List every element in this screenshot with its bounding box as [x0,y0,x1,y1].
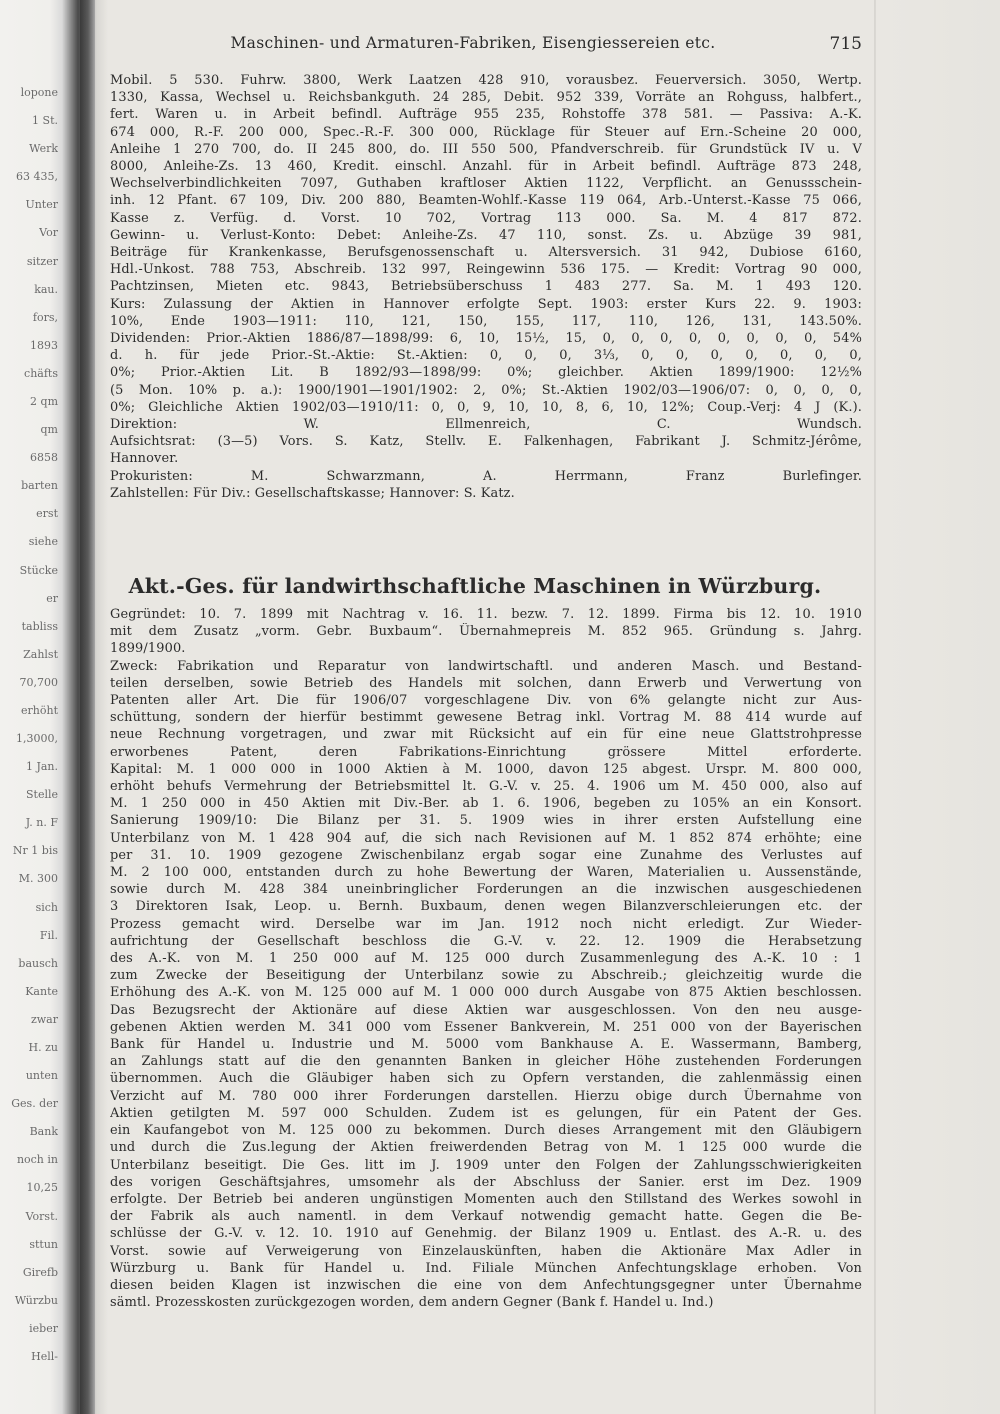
margin-fragment: 6858 [30,451,58,465]
text-line: sämtl. Prozesskosten zurückgezogen worden, dem andern Gegner (Bank f. Handel u. Ind.) [110,1295,714,1311]
margin-fragment: er [46,591,58,605]
margin-fragment: Nr 1 bis [12,844,58,858]
margin-fragment: Würzbu [14,1293,58,1307]
running-head: Maschinen- und Armaturen-Fabriken, Eisengiessereien etc. [230,34,716,52]
text-line: des vorigen Geschäftsjahres, umsomehr als der Abschluss der Sanier. erst im Dez. 1909 [110,1174,862,1190]
text-line: (5 Mon. 10% p. a.): 1900/1901—1901/1902: 2, 0%; St.-Aktien 1902/03—1906/07: 0, 0, 0, 0, [110,382,862,398]
text-line: per 31. 10. 1909 gezogene Zwischenbilanz ergab sogar eine Zunahme des Verlustes auf [110,847,862,863]
text-line: M. 2 100 000, entstanden durch zu hohe Bewertung der Waren, Materialien u. Aussenstände, [110,865,862,881]
text-line: Das Bezugsrecht der Aktionäre auf diese Aktien war ausgeschlossen. Von den neu ausge- [110,1002,862,1018]
company-report-continued [110,72,862,502]
text-line: 8000, Anleihe-Zs. 13 460, Kredit. einschl. Anzahl. für in Arbeit befindl. Aufträge 873 248, [110,159,862,175]
text-line: zum Zwecke der Beseitigung der Unterbilanz sowie zu Abschreib.; gleichzeitig wurde die [110,968,862,984]
text-line: Kasse z. Verfüg. d. Vorst. 10 702, Vortrag 113 000. Sa. M. 4 817 872. [110,210,862,226]
text-line: Beiträge für Krankenkasse, Berufsgenossenschaft u. Altersversich. 31 942, Dubiose 6160, [110,245,862,261]
text-line: 1330, Kassa, Wechsel u. Reichsbankguth. 24 285, Debit. 952 339, Vorräte an Rohguss, halbfert., [110,90,862,106]
text-line: Vorst. sowie auf Verweigerung von Einzelauskünften, haben die Aktionäre Max Adler in [110,1243,862,1259]
margin-fragment: 1 St. [32,114,58,128]
text-line: Zweck: Fabrikation und Reparatur von landwirtschaftl. und anderen Masch. und Bestand- [110,658,862,674]
text-line: Prozess gemacht wird. Derselbe war im Jan. 1912 noch nicht erledigt. Zur Wieder- [110,916,862,932]
margin-fragment: bausch [18,956,58,970]
margin-fragment: Vor [39,226,58,240]
margin-fragment: zwar [30,1012,58,1026]
margin-fragment: Stelle [25,788,58,802]
margin-fragment: Vorst. [25,1209,58,1223]
text-line: 3 Direktoren Isak, Leop. u. Bernh. Buxbaum, denen wegen Bilanzverschleierungen etc. der [110,899,862,915]
text-line: Hannover. [110,451,179,467]
text-line: 10%, Ende 1903—1911: 110, 121, 150, 155, 117, 110, 126, 131, 143.50%. [110,313,862,329]
text-line: Direktion: W. Ellmenreich, C. Wundsch. [110,417,862,433]
text-line: d. h. für jede Prior.-St.-Aktie: St.-Aktien: 0, 0, 0, 3⅓, 0, 0, 0, 0, 0, 0, 0, [110,348,862,364]
text-line: Unterbilanz von M. 1 428 904 auf, die sich nach Revisionen auf M. 1 852 874 erhöhte; eine [110,830,862,846]
text-line: Pachtzinsen, Mieten etc. 9843, Betriebsüberschuss 1 483 277. Sa. M. 1 493 120. [110,279,862,295]
text-line: übernommen. Auch die Gläubiger haben sich zu Opfern verstanden, die zahlenmässig einen [110,1071,862,1087]
text-line: Prokuristen: M. Schwarzmann, A. Herrmann, Franz Burlefinger. [110,468,862,484]
text-line: an Zahlungs statt auf die den genannten Banken in gleicher Höhe zustehenden Forderungen [110,1054,862,1070]
text-line: Bank für Handel u. Industrie und M. 5000 vom Bankhause A. E. Wassermann, Bamberg, [110,1037,862,1053]
text-line: Kapital: M. 1 000 000 in 1000 Aktien à M. 1000, davon 125 abgest. Urspr. M. 800 000, [110,761,862,777]
text-line: Würzburg u. Bank für Handel u. Ind. Filiale München Anfechtungsklage erhoben. Von [110,1260,862,1276]
margin-fragment: Unter [25,198,58,212]
margin-fragment: 63 435, [16,170,58,184]
text-line: Anleihe 1 270 700, do. II 245 800, do. III 550 500, Pfandverschreib. für Grundstück IV u. V [110,141,862,157]
margin-fragment: qm [40,423,58,437]
text-line: inh. 12 Pfant. 67 109, Div. 200 880, Beamten-Wohlf.-Kasse 119 064, Arb.-Unterst.-Kasse 75 066, [110,193,862,209]
text-line: Zahlstellen: Für Div.: Gesellschaftskasse; Hannover: S. Katz. [110,485,515,501]
text-line: schlüsse der G.-V. v. 12. 10. 1910 auf Genehmig. der Bilanz 1909 u. Entlast. des A.-R. u. des [110,1226,862,1242]
margin-fragment: erhöht [21,703,58,717]
margin-fragment: sttun [29,1237,58,1251]
margin-fragment: erst [36,507,58,521]
text-line: Patenten aller Art. Die für 1906/07 vorgeschlagene Div. von 6% gelangte nicht zur Aus- [110,693,862,709]
margin-fragment: Fil. [39,928,58,942]
text-line: erhöht behufs Vermehrung der Betriebsmittel lt. G.-V. v. 25. 4. 1906 um M. 450 000, also auf [110,779,862,795]
text-line: Hdl.-Unkost. 788 753, Abschreib. 132 997, Reingewinn 536 175. — Kredit: Vortrag 90 000, [110,262,862,278]
margin-fragment: J. n. F [25,816,58,830]
right-page-margin [872,0,1000,1414]
text-line: Aktien getilgten M. 597 000 Schulden. Zudem ist es gelungen, für ein Patent der Ges. [110,1105,862,1121]
text-line: gebenen Aktien werden M. 341 000 vom Essener Bankverein, M. 251 000 von der Bayerischen [110,1019,862,1035]
text-line: Wechselverbindlichkeiten 7097, Guthaben kraftloser Aktien 1122, Verpflicht. an Genussschein- [110,176,862,192]
margin-fragment: kau. [34,282,58,296]
page-number: 715 [829,34,862,54]
margin-fragment: sitzer [26,254,58,268]
text-line: schüttung, sondern der hierfür bestimmt gewesene Betrag inkl. Vortrag M. 88 414 wurde auf [110,710,862,726]
text-line: Dividenden: Prior.-Aktien 1886/87—1898/99: 6, 10, 15½, 15, 0, 0, 0, 0, 0, 0, 0, 0, 54% [110,331,862,347]
margin-fragment: Ges. der [11,1097,58,1111]
text-line: des A.-K. von M. 1 250 000 auf M. 125 000 durch Zusammenlegung des A.-K. 10 : 1 [110,951,862,967]
margin-fragment: Zahlst [23,647,58,661]
text-line: erworbenes Patent, deren Fabrikations-Einrichtung grössere Mittel erforderte. [110,744,862,760]
text-line: Erhöhung des A.-K. von M. 125 000 auf M. 1 000 000 durch Ausgabe von 875 Aktien beschlossen. [110,985,862,1001]
margin-fragment: noch in [16,1153,58,1167]
text-line: 0%; Gleichliche Aktien 1902/03—1910/11: 0, 0, 9, 10, 10, 8, 6, 10, 12%; Coup.-Verj: 4 J (K.). [110,399,862,415]
text-line: der Fabrik als auch namentl. in dem Verkauf notwendig gemacht hatte. Gegen die Be- [110,1209,862,1225]
company-entry-wuerzburg [88,572,862,1311]
margin-fragment: siehe [28,535,58,549]
company-title: Akt.-Ges. für landwirthschaftliche Maschinen in Würzburg. [128,574,822,598]
text-line: Unterbilanz beseitigt. Die Ges. litt im J. 1909 unter den Folgen der Zahlungsschwierigkeiten [110,1157,862,1173]
margin-fragment: 2 qm [30,394,58,408]
margin-fragment: tabliss [21,619,58,633]
text-line: diesen beiden Klagen ist inzwischen die eine von dem Anfechtungsgegner unter Übernahme [110,1277,862,1293]
text-line: Gewinn- u. Verlust-Konto: Debet: Anleihe-Zs. 47 110, sonst. Zs. u. Abzüge 39 981, [110,227,862,243]
text-line: Kurs: Zulassung der Aktien in Hannover erfolgte Sept. 1903: erster Kurs 22. 9. 1903: [110,296,862,312]
margin-fragment: chäfts [24,366,58,380]
margin-fragment: sich [35,900,58,914]
margin-fragment: 1893 [30,338,58,352]
margin-fragment: Werk [29,142,58,156]
text-line: teilen derselben, sowie Betrieb des Handels mit solchen, dann Erwerb und Verwertung von [110,675,862,691]
text-line: 0%; Prior.-Aktien Lit. B 1892/93—1898/99: 0%; gleichber. Aktien 1899/1900: 12½% [110,365,862,381]
text-line: M. 1 250 000 in 450 Aktien mit Div.-Ber. ab 1. 6. 1906, begeben zu 105% an ein Konsort. [110,796,862,812]
text-line: neue Rechnung vorgetragen, und zwar mit Rücksicht auf ein für eine neue Glattstrohpresse [110,727,862,743]
text-line: 674 000, R.-F. 200 000, Spec.-R.-F. 300 000, Rücklage für Steuer auf Ern.-Scheine 20 000, [110,124,862,140]
text-line: und durch die Zus.legung der Aktien freiwerdenden Betrag von M. 1 125 000 wurde die [110,1140,862,1156]
margin-fragment: M. 300 [18,872,58,886]
margin-fragment: 10,25 [26,1181,58,1195]
text-line: Gegründet: 10. 7. 1899 mit Nachtrag v. 16. 11. bezw. 7. 12. 1899. Firma bis 12. 10. 1910 [110,607,862,622]
text-line: 1899/1900. [110,641,186,657]
margin-fragment: fors, [32,310,58,324]
margin-fragment: 1,3000, [16,732,58,746]
margin-fragment: 70,700 [19,675,58,689]
margin-fragment: lopone [20,86,58,99]
margin-fragment: Stücke [19,563,58,577]
margin-fragment: Bank [29,1125,58,1139]
text-line: Verzicht auf M. 780 000 ihrer Forderungen darstellen. Hierzu obige durch Übernahme von [110,1088,862,1104]
margin-fragment: barten [21,479,58,493]
margin-fragment: Girefb [22,1265,58,1279]
company-entry-text [110,606,862,1311]
text-line: mit dem Zusatz „vorm. Gebr. Buxbaum“. Übernahmepreis M. 852 965. Gründung s. Jahrg. [110,624,862,640]
margin-fragment: 1 Jan. [25,760,58,774]
text-line: ein Kaufangebot von M. 125 000 zu bekommen. Durch dieses Arrangement mit den Gläubigern [110,1123,862,1139]
margin-fragment: H. zu [28,1041,58,1055]
text-line: sowie durch M. 428 384 uneinbringlicher Forderungen an die inzwischen ausgeschiedenen [110,882,862,898]
text-line: fert. Waren u. in Arbeit befindl. Aufträge 955 235, Rohstoffe 378 581. — Passiva: A.-K. [110,107,862,123]
margin-fragment: Kante [25,984,58,998]
text-line: erfolgte. Der Betrieb bei anderen ungünstigen Momenten auch den Stillstand des Werkes sowohl in [110,1191,862,1207]
margin-fragment: ieber [29,1321,58,1335]
text-line: Aufsichtsrat: (3—5) Vors. S. Katz, Stellv. E. Falkenhagen, Fabrikant J. Schmitz-Jérôme, [110,434,862,450]
text-line: Sanierung 1909/10: Die Bilanz per 31. 5. 1909 wies in ihrer ersten Aufstellung eine [110,813,862,829]
margin-fragment: unten [25,1069,58,1083]
text-line: Mobil. 5 530. Fuhrw. 3800, Werk Laatzen 428 910, vorausbez. Feuerversich. 3050, Wertp. [110,73,862,88]
margin-fragment: Hell- [31,1350,58,1363]
text-line: aufrichtung der Gesellschaft beschloss die G.-V. v. 22. 12. 1909 die Herabsetzung [110,933,862,949]
